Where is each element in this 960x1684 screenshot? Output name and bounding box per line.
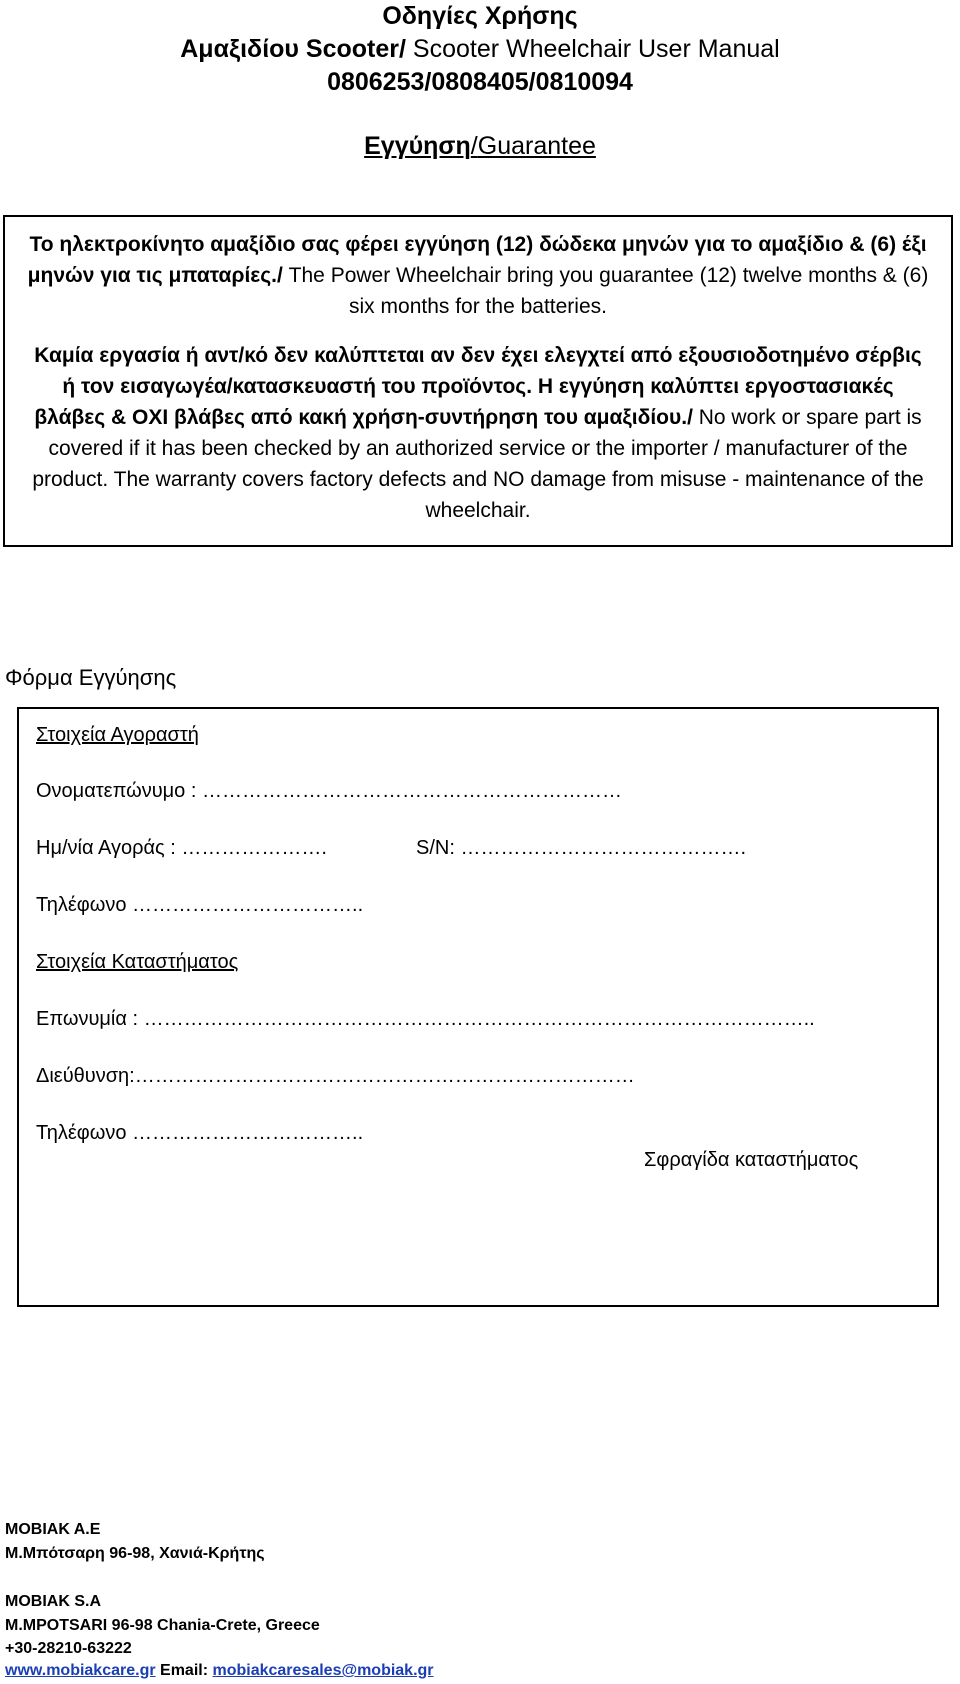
terms-1-greek: Το ηλεκτροκίνητο αμαξίδιο σας φέρει εγγύηση (12) δώδεκα μηνών για το αμαξίδιο & (6) έξι μηνών για τις μπαταρίες./ xyxy=(27,233,927,287)
terms-2-greek: Καμία εργασία ή αντ/κό δεν καλύπτεται αν δεν έχει ελεγχτεί από εξουσιοδοτημένο σέρβις ή τον εισαγωγέα/κατασκευαστή του προϊόντος. Η εγγύηση καλύπτει εργοστασιακές βλάβες & ΟΧΙ βλάβες από κακή χρήση-συντήρηση του αμαξιδίου./ xyxy=(34,344,922,429)
guarantee-slash: / xyxy=(470,132,478,160)
subtitle-greek: Αμαξιδίου Scooter/ xyxy=(180,35,406,63)
buyer-section-heading: Στοιχεία Αγοραστή xyxy=(36,724,199,746)
warranty-form-box xyxy=(17,707,939,1307)
footer-address-gr: Μ.Μπότσαρη 96-98, Χανιά-Κρήτης xyxy=(5,1545,265,1562)
guarantee-greek: Εγγύηση xyxy=(364,132,471,160)
terms-paragraph-2 xyxy=(27,340,929,526)
email-link[interactable]: mobiakcaresales@mobiak.gr xyxy=(212,1662,434,1679)
product-codes: 0806253/0808405/0810094 xyxy=(327,68,633,96)
store-section-heading: Στοιχεία Καταστήματος xyxy=(36,951,239,973)
store-address-field[interactable]: Διεύθυνση:………………………………………………………………… xyxy=(36,1065,635,1087)
email-label: Email: xyxy=(155,1662,213,1679)
guarantee-heading xyxy=(0,132,960,161)
footer-phone: +30-28210-63222 xyxy=(5,1640,132,1657)
manual-title: Οδηγίες Χρήσης xyxy=(382,2,578,30)
serial-number-field[interactable]: S/N: ……………………………………. xyxy=(416,837,747,859)
footer-address-en: M.MPOTSARI 96-98 Chania-Crete, Greece xyxy=(5,1617,320,1634)
buyer-phone-field[interactable]: Τηλέφωνο …………………………….. xyxy=(36,894,364,916)
store-phone-field[interactable]: Τηλέφωνο …………………………….. xyxy=(36,1122,364,1144)
purchase-date-field[interactable]: Ημ/νία Αγοράς : …………………. xyxy=(36,837,327,859)
guarantee-terms-box xyxy=(3,215,953,547)
buyer-name-field[interactable]: Ονοματεπώνυμο : ……………………………………………………… xyxy=(36,780,622,802)
footer-company-en: MOBIAK S.A xyxy=(5,1593,101,1610)
terms-1-english: The Power Wheelchair bring you guarantee (12) twelve months & (6) six months for the batteries. xyxy=(282,264,929,318)
form-title: Φόρμα Εγγύησης xyxy=(5,665,177,690)
store-stamp-label: Σφραγίδα καταστήματος xyxy=(644,1149,859,1171)
document-header xyxy=(0,0,960,99)
terms-2-english: No work or spare part is covered if it has been checked by an authorized service or the importer / manufacturer of the product. The warranty covers factory defects and NO damage from misuse - maintenance of the wheelchair. xyxy=(32,406,924,522)
footer-company-gr: MOBIAK A.E xyxy=(5,1521,101,1538)
footer-contact xyxy=(5,1662,434,1680)
terms-paragraph-1 xyxy=(27,229,929,322)
subtitle-english: Scooter Wheelchair User Manual xyxy=(405,35,780,63)
guarantee-english: Guarantee xyxy=(477,132,596,160)
website-link[interactable]: www.mobiakcare.gr xyxy=(5,1662,156,1679)
store-name-field[interactable]: Επωνυμία : ……………………………………………………………………………………….. xyxy=(36,1008,815,1030)
manual-subtitle xyxy=(0,33,960,66)
